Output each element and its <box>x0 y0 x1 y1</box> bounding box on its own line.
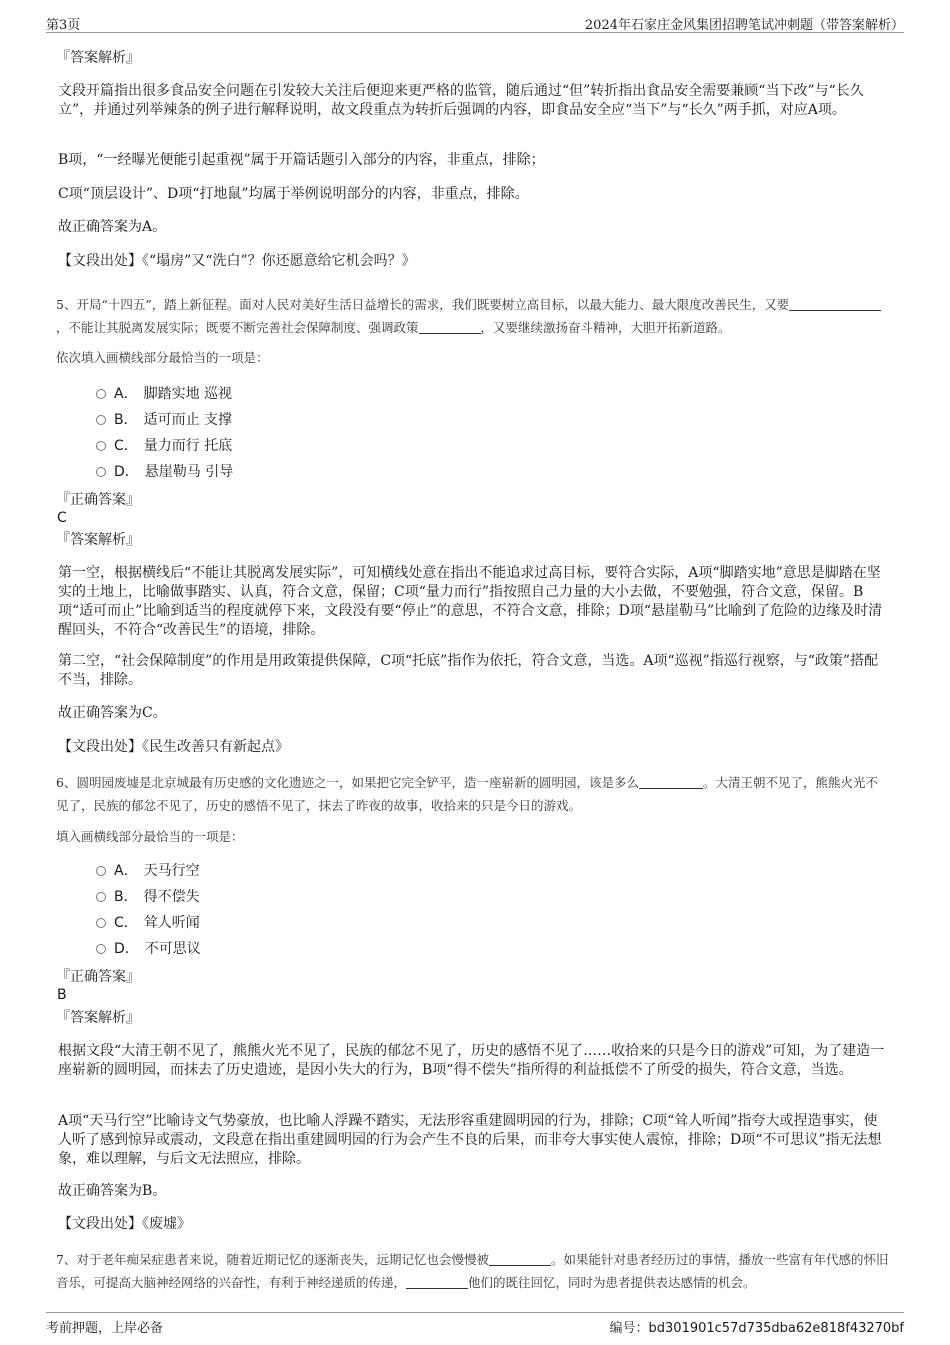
page-number: 第3页 <box>46 18 81 33</box>
radio-icon[interactable] <box>96 467 106 477</box>
q5-option-a[interactable]: A． 脚踏实地 巡视 <box>96 384 232 404</box>
q6-option-c[interactable]: C． 耸人听闻 <box>96 913 200 933</box>
analysis-label: 『答案解析』 <box>56 50 140 66</box>
radio-icon[interactable] <box>96 415 106 425</box>
q5-option-c[interactable]: C． 量力而行 托底 <box>96 436 232 456</box>
q4-analysis-p3: C项“顶层设计”、D项“打地鼠”均属于举例说明部分的内容，非重点，排除。 <box>58 186 529 202</box>
q4-analysis-p1: 文段开篇指出很多食品安全问题在引发较大关注后便迎来更严格的监管，随后通过“但”转折指出食品安全需要兼顾“当下改”与“长久立”，并通过列举辣条的例子进行解释说明，故文段重点为转折后强调的内容，即食品安全应“当下”与“长久”两手抓，对应A项。 <box>58 83 864 118</box>
q6-analysis-p2: A项“天马行空”比喻诗文气势豪放，也比喻人浮躁不踏实，无法形容重建圆明园的行为，排除；C项“耸人听闻”指夸大或捏造事实，使人听了感到惊异或震动，文段意在指出重建圆明园的行为会产生不良的后果，而非夸大事实使人震惊，排除；D项“不可思议”指无法想象，难以理解，与后文无法照应，排除。 <box>58 1113 882 1167</box>
q5-analysis-p1: 第一空，根据横线后“不能让其脱离发展实际”，可知横线处意在指出不能追求过高目标，要符合实际，A项“脚踏实地”意思是脚踏在坚实的土地上，比喻做事踏实、认真，符合文意，保留；C项“量力而行”指按照自己力量的大小去做，不要勉强，符合文意，保留。B项“适可而止”比喻到适当的程度就停下来，文段没有要“停止”的意思，不符合文意，排除；D项“悬崖勒马”比喻到了危险的边缘及时清醒回头，不符合“改善民生”的语境，排除。 <box>58 565 883 638</box>
q4-source: 【文段出处】《“塌房”又“洗白”？你还愿意给它机会吗？》 <box>58 253 416 269</box>
radio-icon[interactable] <box>96 389 106 399</box>
footer-slogan: 考前押题，上岸必备 <box>46 1321 164 1336</box>
q6-prompt: 填入画横线部分最恰当的一项是： <box>56 829 244 844</box>
document-title: 2024年石家庄金风集团招聘笔试冲刺题（带答案解析） <box>584 18 904 33</box>
blank-line <box>406 1276 468 1289</box>
q5-conclusion: 故正确答案为C。 <box>58 705 167 721</box>
blank-line <box>789 298 881 311</box>
radio-icon[interactable] <box>96 892 106 902</box>
q6-option-a[interactable]: A． 天马行空 <box>96 861 200 881</box>
q7-stem: 7、对于老年痴呆症患者来说，随着近期记忆的逐渐丧失，远期记忆也会慢慢被 。如果能针对患者经历过的事情，播放一些富有年代感的怀旧音乐，可提高大脑神经网络的兴奋性，有利于神经递质的传递， 他们的既往回忆，同时为患者提供表达感情的机会。 <box>56 1252 889 1290</box>
q6-answer: B <box>57 987 67 1003</box>
q5-prompt: 依次填入画横线部分最恰当的一项是： <box>56 350 269 365</box>
q5-source: 【文段出处】《民生改善只有新起点》 <box>58 739 289 755</box>
blank-line <box>489 1253 551 1266</box>
correct-answer-label: 『正确答案』 <box>56 969 140 985</box>
blank-line <box>419 321 481 334</box>
analysis-label: 『答案解析』 <box>56 1010 140 1026</box>
radio-icon[interactable] <box>96 918 106 928</box>
blank-line <box>639 776 703 789</box>
q6-option-d[interactable]: D． 不可思议 <box>96 939 201 959</box>
q6-source: 【文段出处】《废墟》 <box>58 1216 191 1232</box>
q6-conclusion: 故正确答案为B。 <box>58 1183 167 1199</box>
q5-stem: 5、开局“十四五”，踏上新征程。面对人民对美好生活日益增长的需求，我们既要树立高目标，以最大能力、最大限度改善民生，又要，不能让其脱离发展实际；既要不断完善社会保障制度、强调政策 ，又要继续激扬奋斗精神，大胆开拓新道路。 <box>56 293 890 339</box>
q6-analysis-p1: 根据文段“大清王朝不见了，熊熊火光不见了，民族的郁忿不见了，历史的感悟不见了……收拾来的只是今日的游戏”可知，为了建造一座崭新的圆明园，而抹去了历史遗迹，是因小失大的行为，B项“得不偿失”指所得的利益抵偿不了所受的损失，符合文意，当选。 <box>58 1043 885 1078</box>
q5-option-d[interactable]: D． 悬崖勒马 引导 <box>96 462 233 482</box>
page-header <box>46 12 904 33</box>
q4-analysis-p2: B项，“一经曝光便能引起重视”属于开篇话题引入部分的内容，非重点，排除； <box>58 152 545 168</box>
radio-icon[interactable] <box>96 866 106 876</box>
q5-answer: C <box>57 510 67 526</box>
page-footer <box>46 1312 904 1337</box>
q4-conclusion: 故正确答案为A。 <box>58 219 167 235</box>
q5-option-b[interactable]: B． 适可而止 支撑 <box>96 410 232 430</box>
correct-answer-label: 『正确答案』 <box>56 492 140 508</box>
document-id: 编号：bd301901c57d735dba62e818f43270bf <box>609 1321 904 1336</box>
q6-option-b[interactable]: B． 得不偿失 <box>96 887 200 907</box>
radio-icon[interactable] <box>96 944 106 954</box>
radio-icon[interactable] <box>96 441 106 451</box>
q5-analysis-p2: 第二空，“社会保障制度”的作用是用政策提供保障，C项“托底”指作为依托，符合文意，当选。A项“巡视”指巡行视察，与“政策”搭配不当，排除。 <box>58 653 879 688</box>
q6-stem: 6、圆明园废墟是北京城最有历史感的文化遗迹之一，如果把它完全铲平，造一座崭新的圆明园，该是多么 。大清王朝不见了，熊熊火光不见了，民族的郁忿不见了，历史的感悟不见了，抹去了昨夜的故事，收拾来的只是今日的游戏。 <box>56 775 878 813</box>
analysis-label: 『答案解析』 <box>56 532 140 548</box>
